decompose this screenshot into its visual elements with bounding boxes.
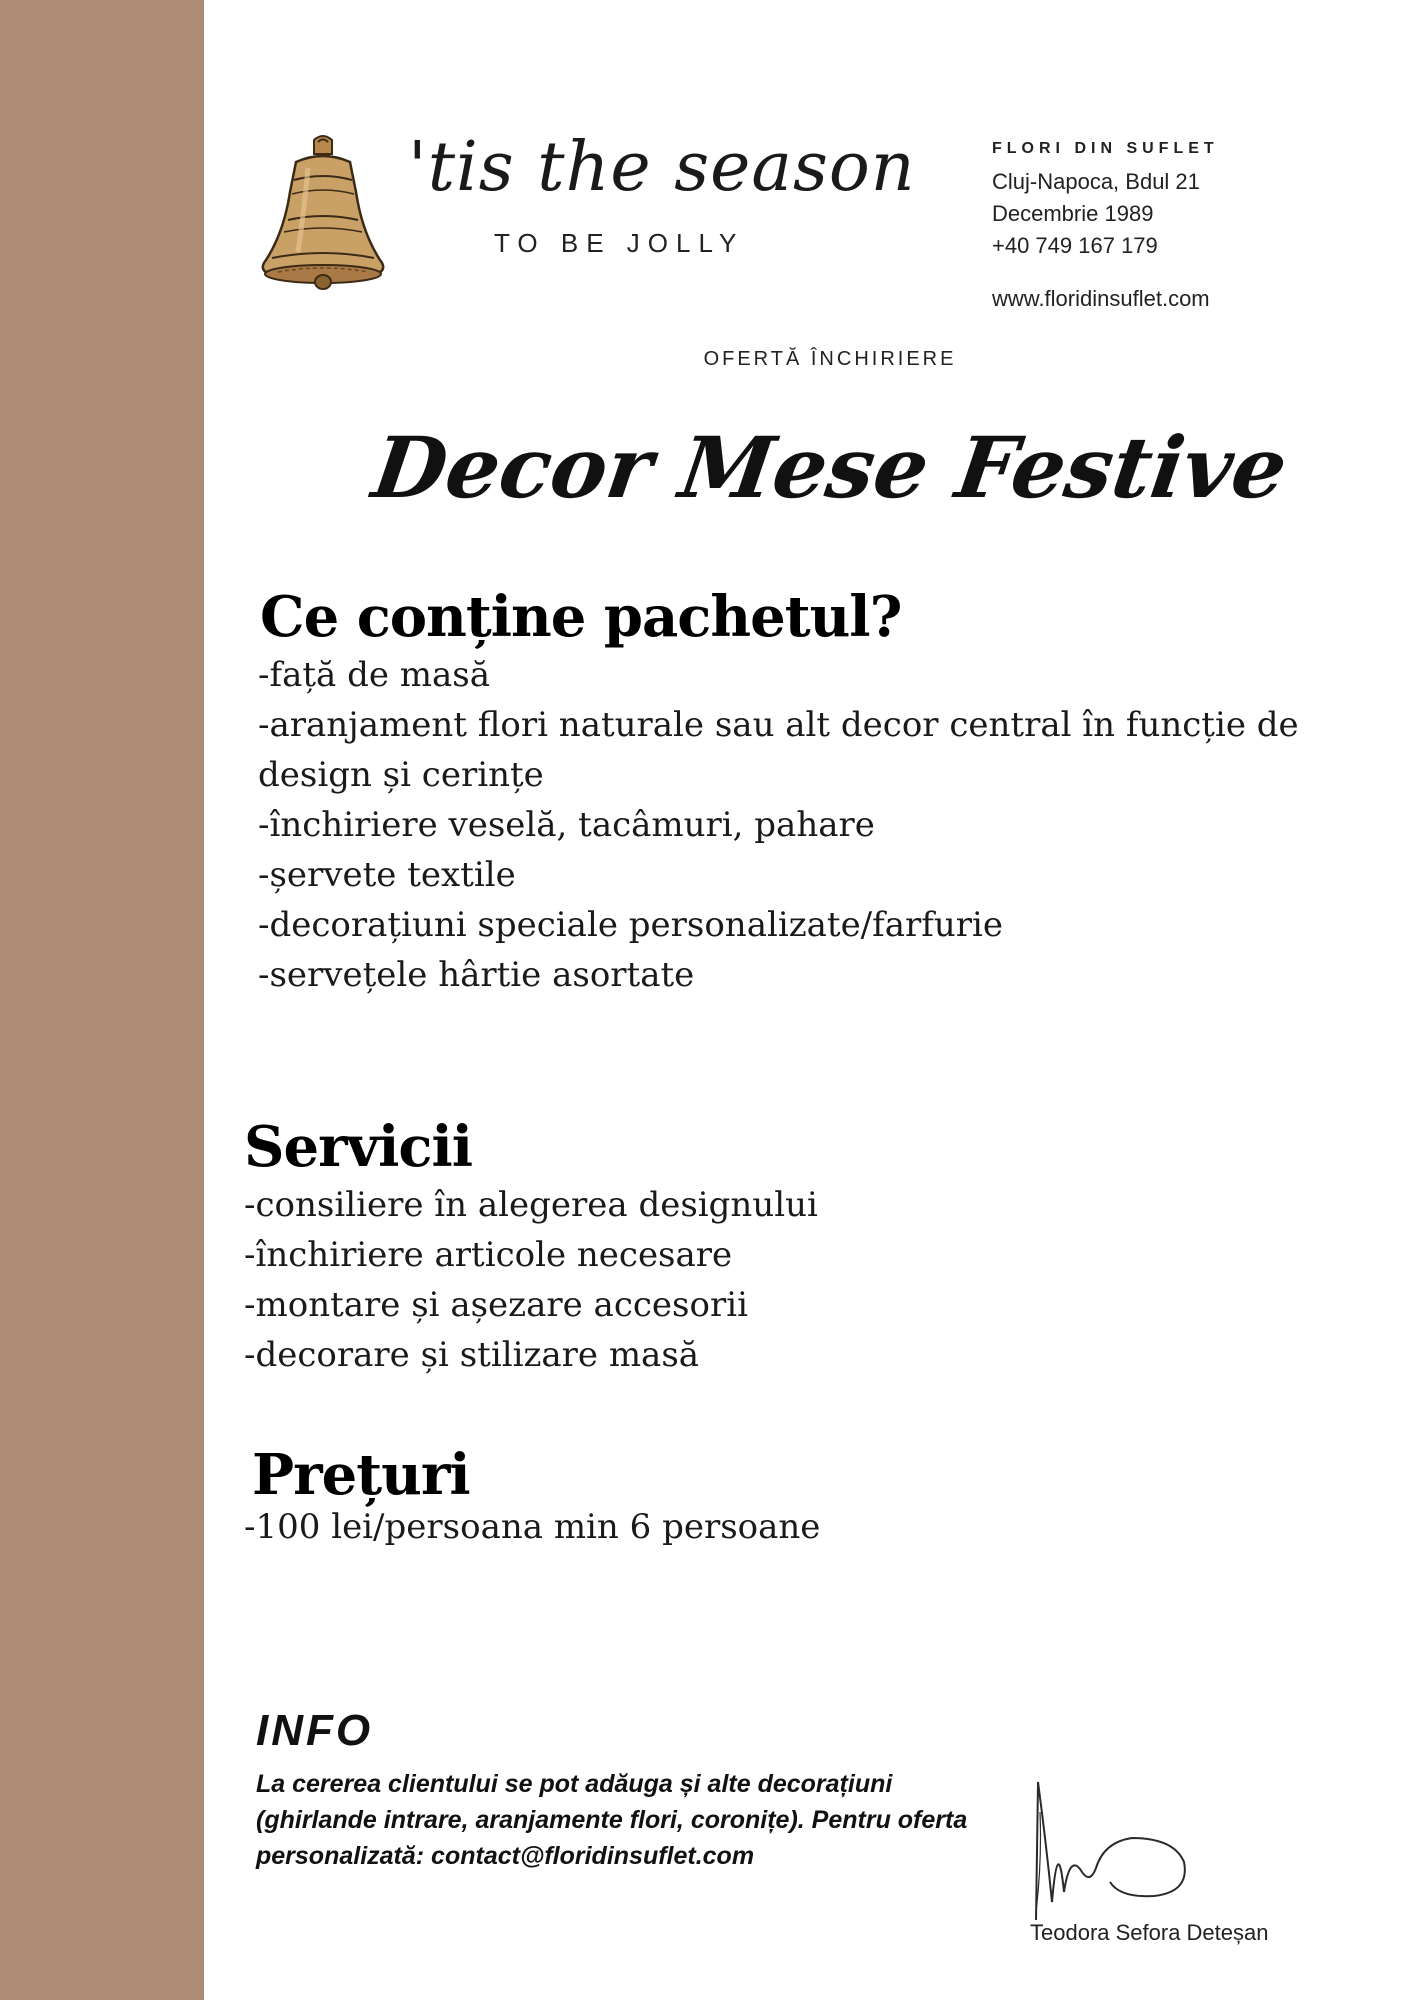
company-contact-block xyxy=(992,140,1219,312)
list-item: -închiriere articole necesare xyxy=(244,1235,733,1275)
list-item: -șervete textile xyxy=(258,855,516,895)
brand-subtitle: TO BE JOLLY xyxy=(494,228,745,258)
list-item: -100 lei/persoana min 6 persoane xyxy=(244,1507,821,1547)
company-website: www.floridinsuflet.com xyxy=(992,286,1210,311)
list-item: -față de masă xyxy=(258,655,491,695)
services-list xyxy=(244,1180,1244,1380)
list-item: -decorare și stilizare masă xyxy=(244,1335,700,1375)
prices-list xyxy=(244,1502,1244,1552)
company-name: FLORI DIN SUFLET xyxy=(992,140,1219,157)
company-address-line1: Cluj-Napoca, Bdul 21 xyxy=(992,169,1200,194)
services-heading: Servicii xyxy=(244,1114,473,1180)
package-heading: Ce conține pachetul? xyxy=(260,584,902,650)
signer-name: Teodora Sefora Deteșan xyxy=(1030,1920,1269,1945)
list-item: -închiriere veselă, tacâmuri, pahare xyxy=(258,805,875,845)
list-item: -consiliere în alegerea designului xyxy=(244,1185,818,1225)
list-item: -aranjament flori naturale sau alt decor central în funcție de design și cerințe xyxy=(258,705,1299,795)
package-list xyxy=(258,650,1368,1000)
info-heading: INFO xyxy=(256,1706,374,1755)
list-item: -decorațiuni speciale personalizate/farfurie xyxy=(258,905,1003,945)
brand-title: 'tis the season xyxy=(408,128,916,207)
prices-heading: Prețuri xyxy=(252,1442,470,1508)
list-item: -servețele hârtie asortate xyxy=(258,955,695,995)
signature-image xyxy=(1024,1772,1204,1922)
page-title: Decor Mese Festive xyxy=(366,418,1294,517)
info-text: La cererea clientului se pot adăuga și alte decorațiuni (ghirlande intrare, aranjamente flori, coronițe). Pentru oferta personalizată: contact@floridinsuflet.com xyxy=(256,1770,968,1870)
company-phone: +40 749 167 179 xyxy=(992,233,1158,258)
company-address-line2: Decembrie 1989 xyxy=(992,201,1154,226)
sidebar-band xyxy=(0,0,204,2000)
list-item: -montare și așezare accesorii xyxy=(244,1285,748,1325)
offer-label: OFERTĂ ÎNCHIRIERE xyxy=(703,348,957,370)
bell-icon xyxy=(248,132,398,292)
